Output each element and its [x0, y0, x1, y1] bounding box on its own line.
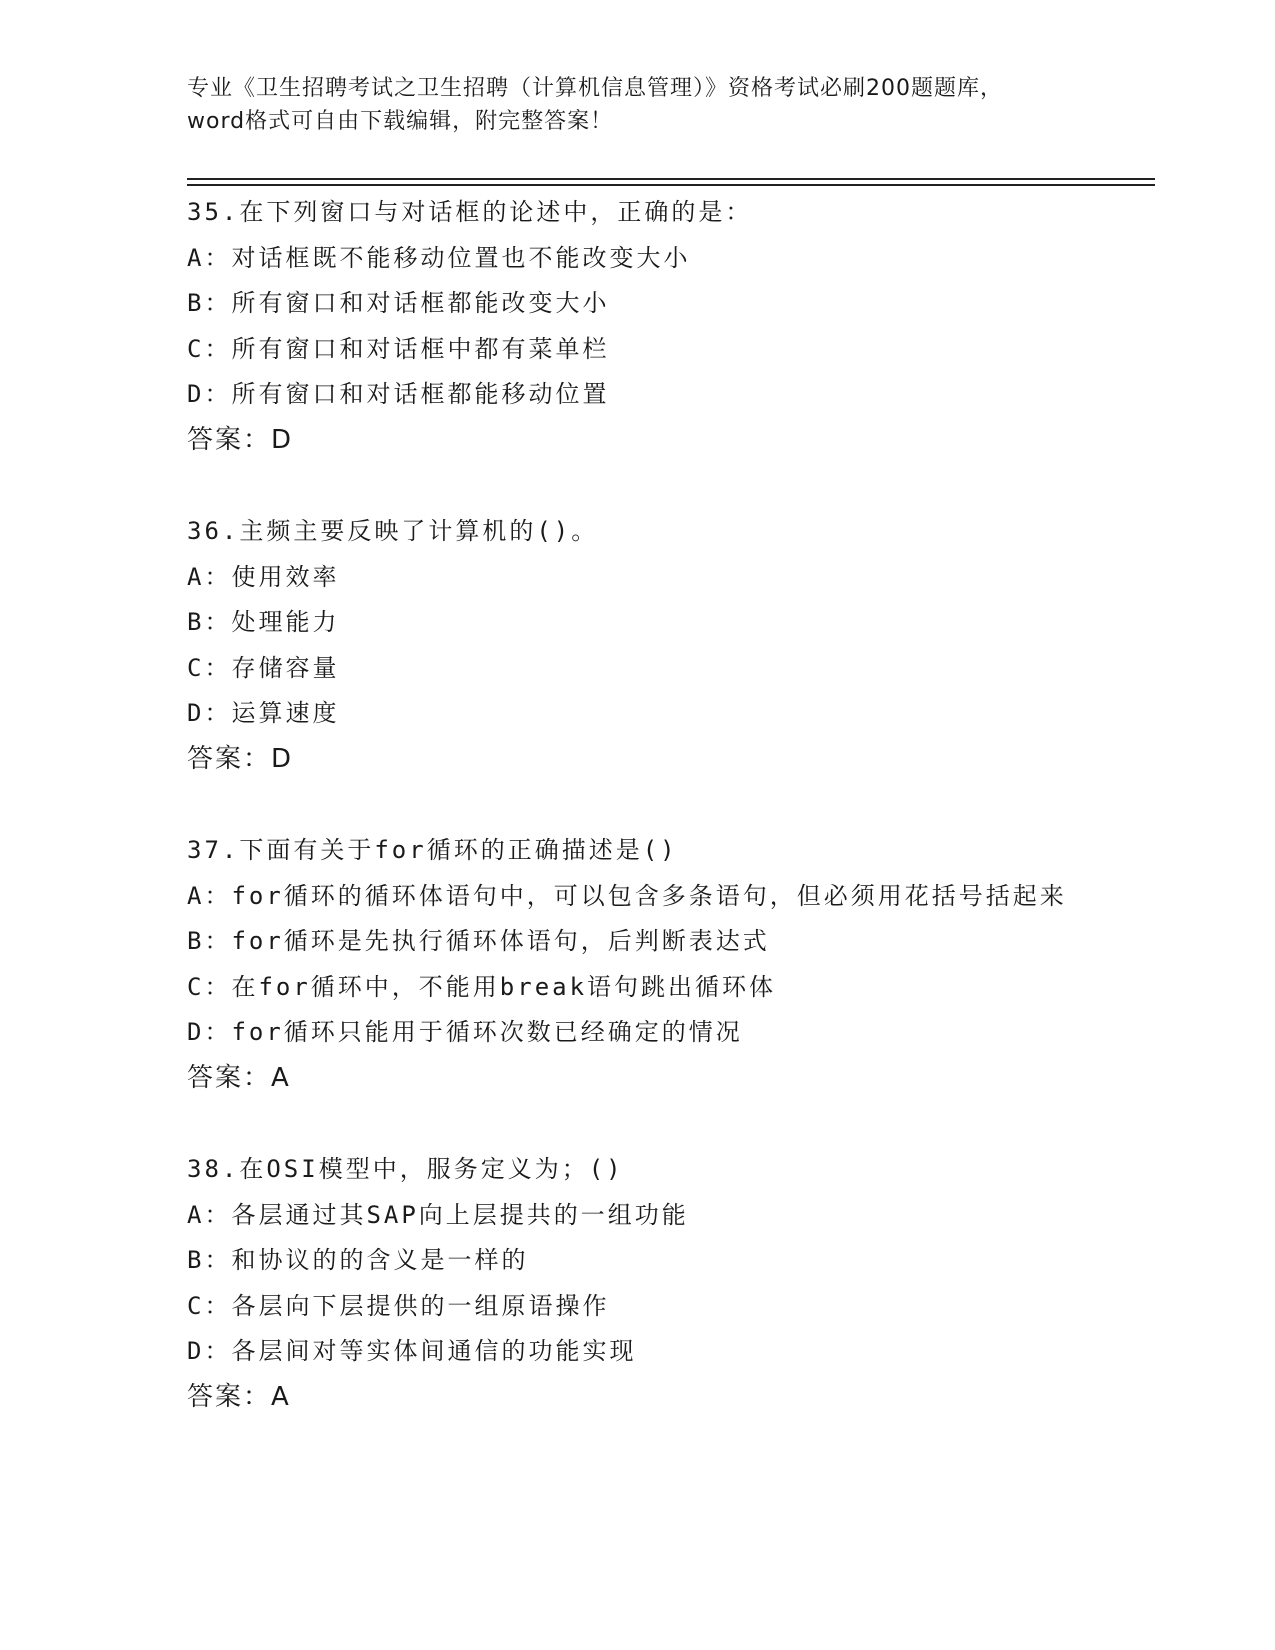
answer: 答案：A [187, 1062, 291, 1093]
question-37 [187, 828, 1087, 1101]
option-b: B：和协议的的含义是一样的 [187, 1246, 529, 1274]
answer: 答案：D [187, 743, 294, 774]
header-divider-bottom [187, 184, 1155, 186]
option-c: C：存储容量 [187, 653, 340, 682]
option-a: A：使用效率 [187, 562, 340, 591]
option-b: B：for循环是先执行循环体语句，后判断表达式 [187, 927, 770, 955]
option-c: C：所有窗口和对话框中都有菜单栏 [187, 334, 610, 363]
question-stem: 38.在OSI模型中，服务定义为；() [187, 1155, 624, 1183]
answer: 答案：D [187, 424, 294, 455]
question-36 [187, 509, 1087, 782]
option-d: D：所有窗口和对话框都能移动位置 [187, 380, 610, 408]
question-38 [187, 1147, 1087, 1420]
header-divider-top [187, 178, 1155, 180]
header-line-1: 专业《卫生招聘考试之卫生招聘（计算机信息管理）》资格考试必刷200题题库， [187, 76, 1003, 101]
question-stem: 36.主频主要反映了计算机的()。 [187, 517, 599, 545]
option-a: A：for循环的循环体语句中，可以包含多条语句，但必须用花括号括起来 [187, 881, 1067, 910]
question-list [187, 190, 1087, 1466]
header-line-2: word格式可自由下载编辑，附完整答案！ [187, 109, 614, 134]
option-d: D：运算速度 [187, 699, 340, 727]
option-a: A：各层通过其SAP向上层提共的一组功能 [187, 1200, 689, 1229]
option-b: B：处理能力 [187, 608, 340, 636]
option-c: C：各层向下层提供的一组原语操作 [187, 1291, 610, 1320]
question-stem: 35.在下列窗口与对话框的论述中，正确的是： [187, 198, 753, 226]
question-stem: 37.下面有关于for循环的正确描述是() [187, 836, 678, 864]
option-c: C：在for循环中，不能用break语句跳出循环体 [187, 972, 777, 1001]
option-d: D：for循环只能用于循环次数已经确定的情况 [187, 1018, 743, 1046]
option-d: D：各层间对等实体间通信的功能实现 [187, 1337, 637, 1365]
answer: 答案：A [187, 1381, 291, 1412]
document-header [187, 72, 1087, 138]
question-35 [187, 190, 1087, 463]
option-a: A：对话框既不能移动位置也不能改变大小 [187, 243, 691, 272]
option-b: B：所有窗口和对话框都能改变大小 [187, 289, 610, 317]
